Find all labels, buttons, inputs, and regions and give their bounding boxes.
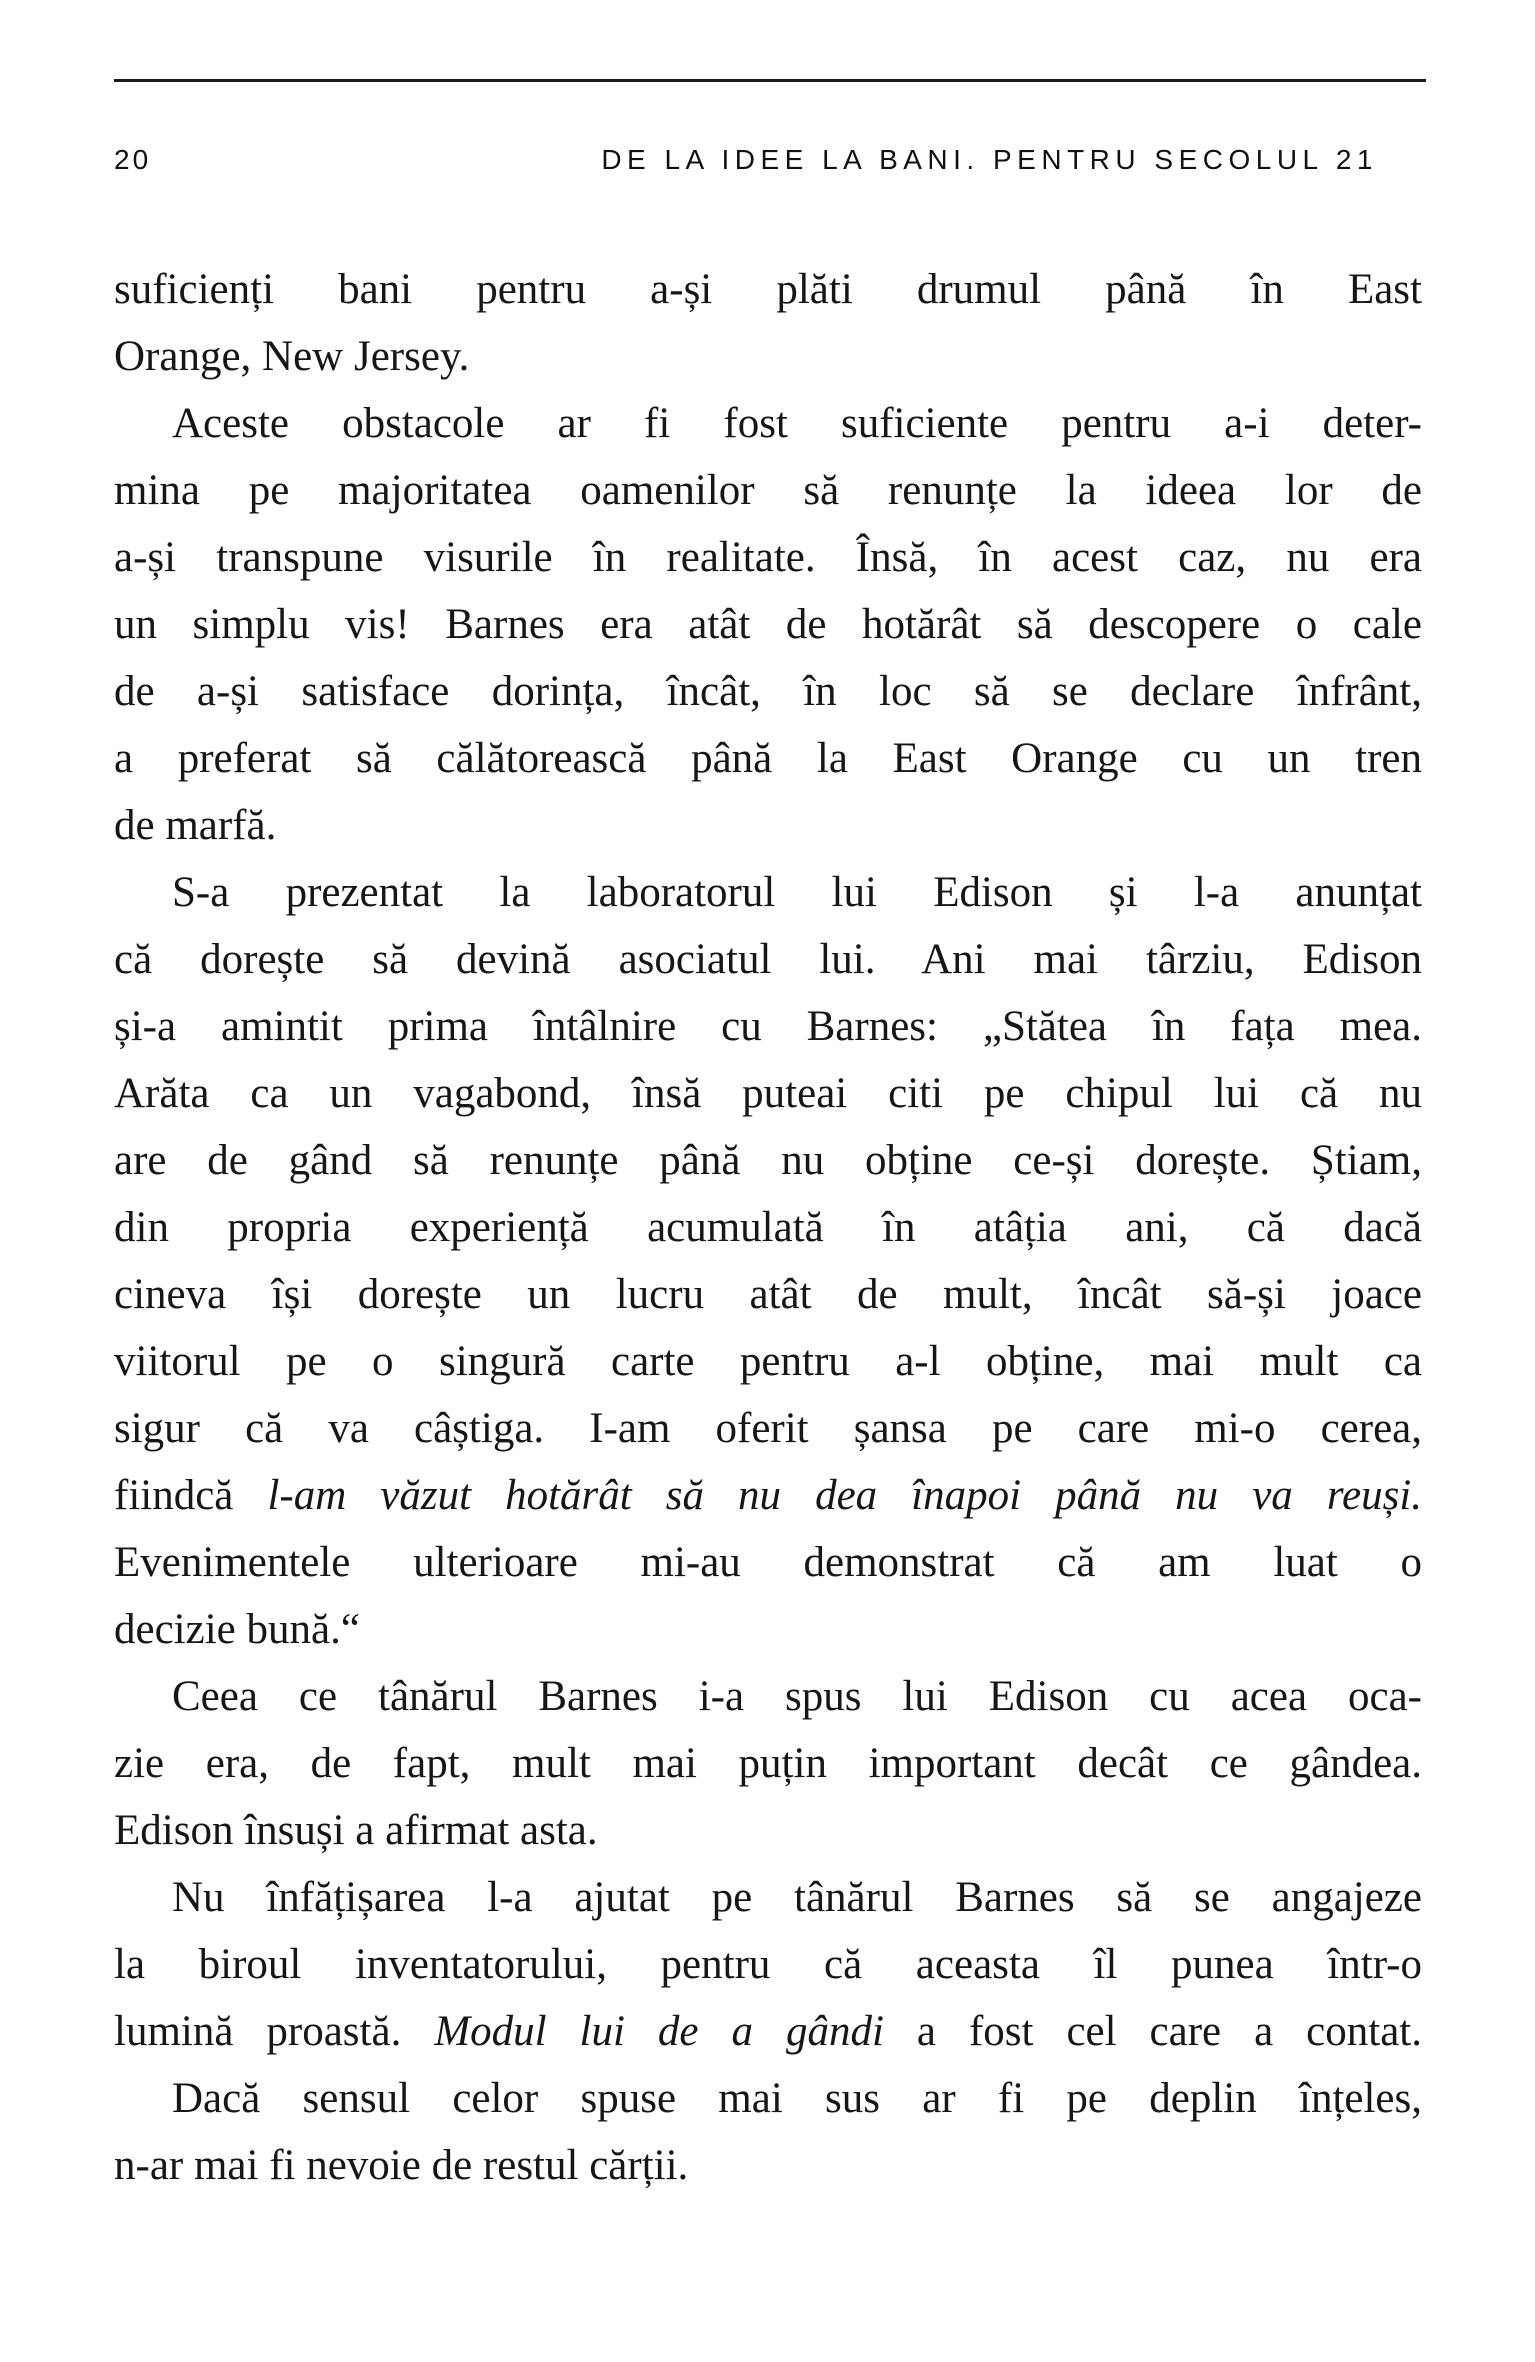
text-line <box>114 2065 1422 2132</box>
text-line <box>114 1931 1422 1998</box>
text-run: Orange, New Jersey. <box>114 333 470 380</box>
text-line <box>114 859 1422 926</box>
text-line <box>114 1395 1422 1462</box>
header-rule <box>114 79 1426 82</box>
text-run: suficienți bani pentru a-și plăti drumul până în East <box>114 266 1422 313</box>
italic-text-run: Modul lui de a gândi <box>434 2008 884 2055</box>
text-line <box>114 1663 1422 1730</box>
text-run: S-a prezentat la laboratorul lui Edison și l-a anunțat <box>172 869 1422 916</box>
text-line <box>114 1462 1422 1529</box>
text-line <box>114 256 1422 323</box>
text-run: viitorul pe o singură carte pentru a-l obține, mai mult ca <box>114 1338 1422 1385</box>
text-line <box>114 524 1422 591</box>
text-run: un simplu vis! Barnes era atât de hotărât să descopere o cale <box>114 601 1422 648</box>
text-line <box>114 1194 1422 1261</box>
text-line <box>114 1060 1422 1127</box>
text-line <box>114 2132 1422 2199</box>
text-run: n-ar mai fi nevoie de restul cărții. <box>114 2142 689 2189</box>
text-run: și-a amintit prima întâlnire cu Barnes: „Stătea în fața mea. <box>114 1003 1422 1050</box>
text-run: a fost cel care a contat. <box>883 2008 1422 2055</box>
text-line <box>114 457 1422 524</box>
text-line <box>114 1998 1422 2065</box>
paragraph <box>114 256 1422 390</box>
text-run: sigur că va câștiga. I-am oferit șansa pe care mi-o cerea, <box>114 1405 1422 1452</box>
paragraph <box>114 2065 1422 2199</box>
text-run: decizie bună.“ <box>114 1606 360 1653</box>
text-line <box>114 725 1422 792</box>
text-line <box>114 323 1422 390</box>
paragraph <box>114 1864 1422 2065</box>
text-run: cineva își dorește un lucru atât de mult, încât să-și joace <box>114 1271 1422 1318</box>
text-line <box>114 390 1422 457</box>
text-line <box>114 1730 1422 1797</box>
text-run: Evenimentele ulterioare mi-au demonstrat că am luat o <box>114 1539 1422 1586</box>
paragraph <box>114 390 1422 859</box>
text-run: fiindcă <box>114 1472 268 1519</box>
paragraph <box>114 859 1422 1663</box>
paragraph <box>114 1663 1422 1864</box>
text-line <box>114 1797 1422 1864</box>
text-line <box>114 1261 1422 1328</box>
text-line <box>114 1864 1422 1931</box>
text-line <box>114 658 1422 725</box>
text-run: de marfă. <box>114 802 277 849</box>
text-line <box>114 591 1422 658</box>
text-run: a preferat să călătorească până la East Orange cu un tren <box>114 735 1422 782</box>
text-run: Dacă sensul celor spuse mai sus ar fi pe deplin înțeles, <box>172 2075 1422 2122</box>
text-run: de a-și satisface dorința, încât, în loc să se declare înfrânt, <box>114 668 1422 715</box>
text-run: din propria experiență acumulată în atâția ani, că dacă <box>114 1204 1422 1251</box>
text-run: zie era, de fapt, mult mai puțin important decât ce gândea. <box>114 1740 1422 1787</box>
text-run: că dorește să devină asociatul lui. Ani mai târziu, Edison <box>114 936 1422 983</box>
text-run: mina pe majoritatea oamenilor să renunțe la ideea lor de <box>114 467 1422 514</box>
text-run: Nu înfățișarea l-a ajutat pe tânărul Barnes să se angajeze <box>172 1874 1422 1921</box>
text-line <box>114 1328 1422 1395</box>
text-run: lumină proastă. <box>114 2008 435 2055</box>
text-run: Edison însuși a afirmat asta. <box>114 1807 598 1854</box>
page-header <box>114 144 1426 176</box>
text-run: Ceea ce tânărul Barnes i-a spus lui Edison cu acea oca- <box>172 1673 1422 1720</box>
text-run: a-și transpune visurile în realitate. Însă, în acest caz, nu era <box>114 534 1422 581</box>
text-line <box>114 1596 1422 1663</box>
text-run: are de gând să renunțe până nu obține ce-și dorește. Știam, <box>114 1137 1422 1184</box>
text-run: Arăta ca un vagabond, însă puteai citi pe chipul lui că nu <box>114 1070 1422 1117</box>
italic-text-run: l-am văzut hotărât să nu dea înapoi până nu va reuși. <box>267 1472 1423 1519</box>
text-run: Aceste obstacole ar fi fost suficiente pentru a-i deter- <box>172 400 1422 447</box>
text-line <box>114 1529 1422 1596</box>
text-line <box>114 926 1422 993</box>
running-head: DE LA IDEE LA BANI. PENTRU SECOLUL 21 <box>601 144 1378 175</box>
text-run: la biroul inventatorului, pentru că aceasta îl punea într-o <box>114 1941 1422 1988</box>
text-line <box>114 993 1422 1060</box>
text-line <box>114 792 1422 859</box>
text-line <box>114 1127 1422 1194</box>
page-number: 20 <box>114 144 152 175</box>
body-text <box>114 256 1422 2199</box>
